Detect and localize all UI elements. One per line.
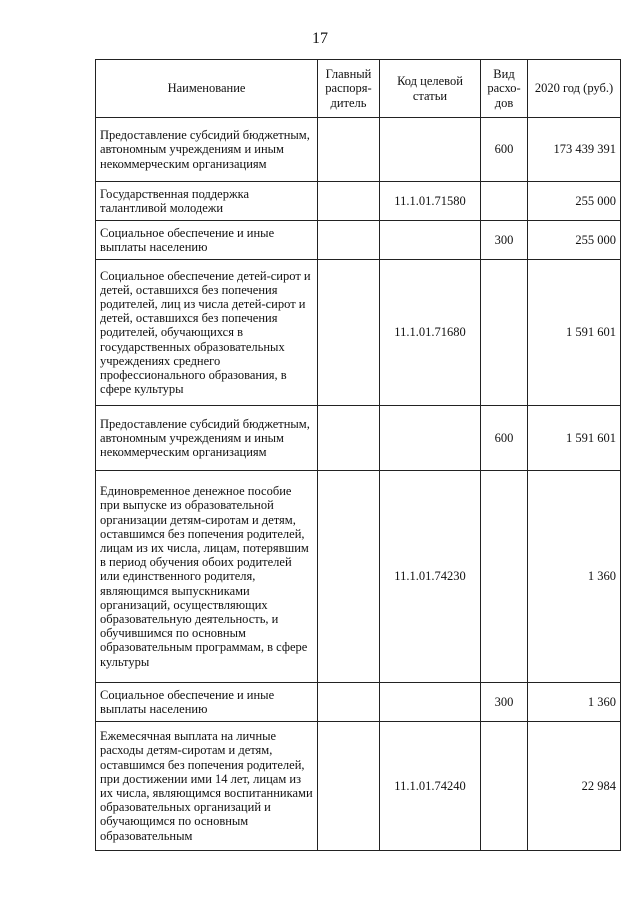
row-type [481, 471, 528, 683]
row-amount: 173 439 391 [528, 118, 621, 182]
header-year: 2020 год (руб.) [528, 60, 621, 118]
row-manager [318, 722, 380, 851]
header-row [96, 60, 621, 118]
row-amount: 1 591 601 [528, 406, 621, 471]
table-row [96, 471, 621, 683]
row-type [481, 722, 528, 851]
row-name: Социальное обеспечение детей-сирот и детей, оставшихся без попечения родителей, лиц из числа детей-сирот и детей, оставшихся без попечения родителей, обучающихся в государственных образовательных учреждениях среднего профессионального образования, в сфере культуры [96, 260, 318, 406]
table-row [96, 221, 621, 260]
row-manager [318, 182, 380, 221]
row-code [380, 406, 481, 471]
row-amount: 255 000 [528, 221, 621, 260]
page-number: 17 [312, 30, 328, 47]
row-type: 600 [481, 118, 528, 182]
row-name: Государственная поддержка талантливой молодежи [96, 182, 318, 221]
row-amount: 1 360 [528, 683, 621, 722]
row-name: Ежемесячная выплата на личные расходы детям-сиротам и детям, оставшимся без попечения родителей, при достижении ими 14 лет, лицам из их числа, являющимся воспитанниками образовательных организаций и обучающимся по основным образовательным [96, 722, 318, 851]
row-manager [318, 221, 380, 260]
row-amount: 22 984 [528, 722, 621, 851]
table-row [96, 118, 621, 182]
row-amount: 1 591 601 [528, 260, 621, 406]
row-code: 11.1.01.71580 [380, 182, 481, 221]
row-type: 300 [481, 221, 528, 260]
row-manager [318, 471, 380, 683]
budget-table [95, 59, 621, 851]
row-name: Предоставление субсидий бюджетным, автономным учреждениям и иным некоммерческим организациям [96, 118, 318, 182]
header-name: Наименование [96, 60, 318, 118]
row-manager [318, 406, 380, 471]
row-type [481, 260, 528, 406]
row-amount: 1 360 [528, 471, 621, 683]
row-code: 11.1.01.74240 [380, 722, 481, 851]
row-code: 11.1.01.74230 [380, 471, 481, 683]
table-row [96, 683, 621, 722]
row-name: Социальное обеспечение и иные выплаты населению [96, 221, 318, 260]
table-row [96, 722, 621, 851]
row-name: Единовременное денежное пособие при выпуске из образовательной организации детям-сиротам и детям, оставшимся без попечения родителей, лицам из их числа, лицам, потерявшим в период обучения обоих родителей или единственного родителя, являющимся выпускниками организаций, осуществляющих образовательную деятельность, и обучившимся по основным образовательным программам, в сфере культуры [96, 471, 318, 683]
header-code: Код целевой статьи [380, 60, 481, 118]
row-amount: 255 000 [528, 182, 621, 221]
row-code [380, 118, 481, 182]
table-row [96, 260, 621, 406]
header-manager: Главный распоря-дитель [318, 60, 380, 118]
row-manager [318, 260, 380, 406]
header-type: Вид расхо-дов [481, 60, 528, 118]
table-row [96, 182, 621, 221]
row-manager [318, 683, 380, 722]
table-row [96, 406, 621, 471]
row-code [380, 683, 481, 722]
row-type: 600 [481, 406, 528, 471]
row-type: 300 [481, 683, 528, 722]
row-name: Предоставление субсидий бюджетным, автономным учреждениям и иным некоммерческим организациям [96, 406, 318, 471]
row-code: 11.1.01.71680 [380, 260, 481, 406]
row-type [481, 182, 528, 221]
row-manager [318, 118, 380, 182]
row-code [380, 221, 481, 260]
row-name: Социальное обеспечение и иные выплаты населению [96, 683, 318, 722]
